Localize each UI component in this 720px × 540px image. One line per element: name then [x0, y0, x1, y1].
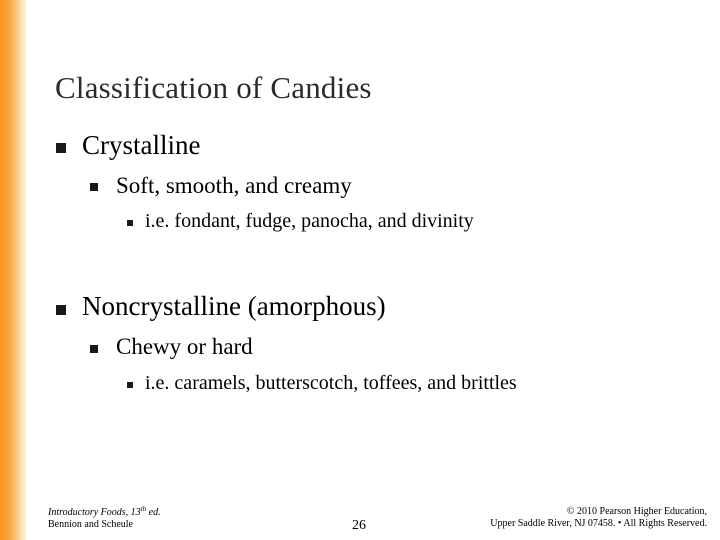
bullet-square-icon	[56, 305, 66, 315]
bullet-soft-smooth-creamy: Soft, smooth, and creamy	[116, 173, 352, 198]
bullet-square-icon	[90, 183, 98, 191]
copyright-line-2: Upper Saddle River, NJ 07458. • All Rights Reserved.	[490, 518, 707, 529]
bullet-chewy-hard: Chewy or hard	[116, 334, 253, 359]
bullet-square-icon	[127, 220, 133, 226]
footer-authors: Bennion and Scheule	[48, 519, 133, 530]
footer-copyright	[490, 506, 707, 530]
footer-book-info	[48, 507, 161, 531]
bullet-square-icon	[90, 345, 98, 353]
bullet-square-icon	[56, 143, 66, 153]
bullet-crystalline: Crystalline	[82, 130, 201, 160]
copyright-line-1: © 2010 Pearson Higher Education,	[566, 506, 707, 517]
bullet-square-icon	[127, 382, 133, 388]
footer-book-title: Introductory Foods, 13th ed.	[48, 505, 161, 518]
bullet-crystalline-examples: i.e. fondant, fudge, panocha, and divinity	[145, 210, 474, 232]
bullet-noncrystalline: Noncrystalline (amorphous)	[82, 291, 386, 321]
orange-side-bar	[0, 0, 26, 540]
bullet-noncrystalline-examples: i.e. caramels, butterscotch, toffees, and brittles	[145, 372, 517, 394]
slide-title: Classification of Candies	[55, 70, 372, 105]
page-number: 26	[352, 518, 366, 533]
